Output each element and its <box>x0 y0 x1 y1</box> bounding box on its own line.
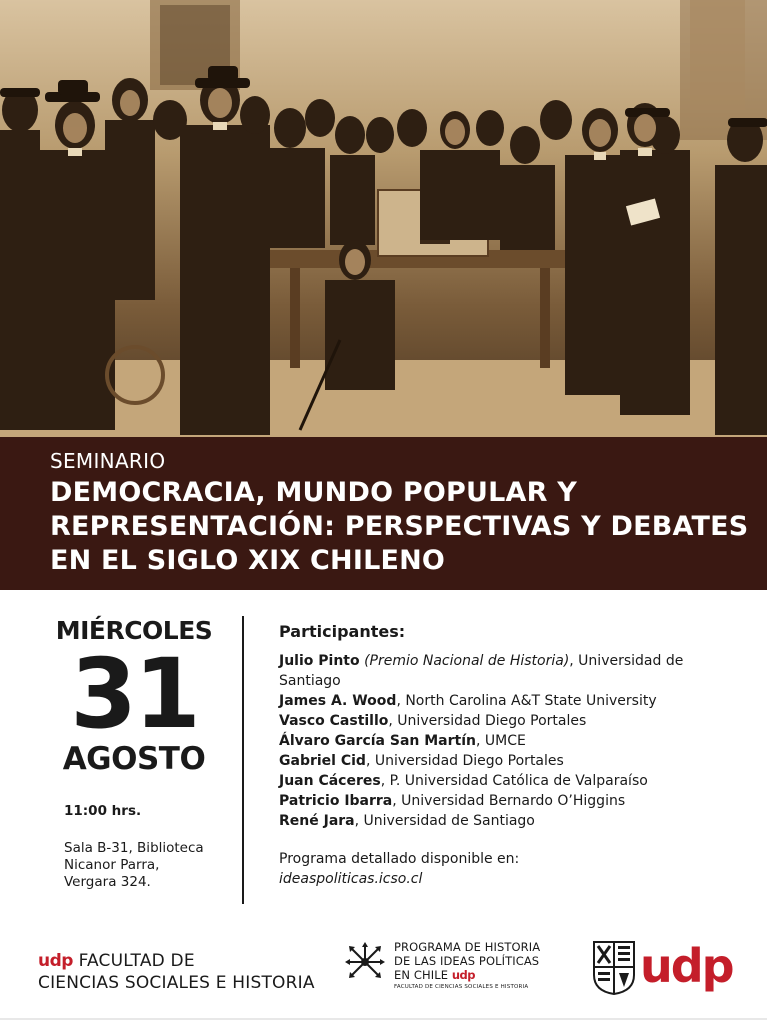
seminar-title <box>50 476 767 578</box>
event-weekday: MIÉRCOLES <box>55 616 213 645</box>
participant-name: James A. Wood <box>279 693 397 709</box>
participants-heading: Participantes: <box>279 622 406 641</box>
event-month: AGOSTO <box>62 741 206 777</box>
program-logo-line-2: DE LAS IDEAS POLÍTICAS <box>394 954 540 968</box>
event-type-label: SEMINARIO <box>50 449 166 473</box>
participant-item <box>279 731 739 751</box>
participant-affiliation-cont: Santiago <box>279 673 341 689</box>
photo-illustration <box>0 0 767 437</box>
participant-affiliation: , Universidad Diego Portales <box>388 713 587 729</box>
venue-line-3: Vergara 324. <box>64 874 151 890</box>
program-logo-subtitle: FACULTAD DE CIENCIAS SOCIALES E HISTORIA <box>394 984 529 990</box>
udp-logo <box>593 940 743 998</box>
title-band <box>0 437 767 590</box>
udp-wordmark: udp <box>38 951 73 971</box>
participant-name: Patricio Ibarra <box>279 793 393 809</box>
program-logo-text <box>394 940 569 991</box>
university-crest-icon <box>593 941 635 995</box>
participant-affiliation: , Universidad Diego Portales <box>365 753 564 769</box>
seminar-title-line-3: EN EL SIGLO XIX CHILENO <box>50 545 446 576</box>
seminar-title-line-2: REPRESENTACIÓN: PERSPECTIVAS Y DEBATES <box>50 511 749 542</box>
participant-affiliation: , UMCE <box>475 733 526 749</box>
event-day: 31 <box>70 638 198 750</box>
program-link[interactable]: ideaspoliticas.icso.cl <box>279 871 423 887</box>
participant-affiliation: , Universidad de Santiago <box>354 813 535 829</box>
participant-affiliation: , Universidad Bernardo O’Higgins <box>392 793 626 809</box>
udp-wordmark-small: udp <box>451 968 475 982</box>
participant-affiliation: , P. Universidad Católica de Valparaíso <box>380 773 648 789</box>
participant-item <box>279 811 739 831</box>
participant-item <box>279 691 739 711</box>
participant-item <box>279 651 739 691</box>
venue-line-1: Sala B-31, Biblioteca <box>64 840 204 856</box>
udp-wordmark-large: udp <box>640 939 733 993</box>
participant-item <box>279 711 739 731</box>
participant-affiliation: , North Carolina A&T State University <box>396 693 657 709</box>
program-logo-line-1: PROGRAMA DE HISTORIA <box>394 940 541 954</box>
participant-affiliation: , Universidad de <box>569 653 684 669</box>
event-time: 11:00 hrs. <box>64 803 142 819</box>
event-date <box>30 616 238 776</box>
program-logo-line-3: EN CHILE <box>394 968 449 982</box>
program-label: Programa detallado disponible en: <box>279 851 520 867</box>
vertical-divider <box>242 616 244 904</box>
historic-election-photo <box>0 0 767 437</box>
event-venue <box>64 840 234 891</box>
program-info <box>279 849 739 889</box>
participant-name: René Jara <box>279 813 355 829</box>
participant-item <box>279 791 739 811</box>
participant-item <box>279 751 739 771</box>
faculty-logo <box>38 950 338 994</box>
faculty-line-1: FACULTAD DE <box>78 951 195 971</box>
participant-item <box>279 771 739 791</box>
venue-line-2: Nicanor Parra, <box>64 857 160 873</box>
participant-name: Julio Pinto <box>279 653 360 669</box>
participant-name: Álvaro García San Martín <box>279 733 476 749</box>
participant-award: (Premio Nacional de Historia) <box>364 653 570 669</box>
seminar-title-line-1: DEMOCRACIA, MUNDO POPULAR Y <box>50 477 577 508</box>
participants-section <box>279 622 739 889</box>
participant-name: Juan Cáceres <box>279 773 381 789</box>
event-info <box>64 803 234 891</box>
participant-name: Vasco Castillo <box>279 713 389 729</box>
arrows-burst-icon <box>345 942 385 982</box>
program-logo <box>345 940 565 1000</box>
bottom-rule <box>0 1018 767 1020</box>
participant-name: Gabriel Cid <box>279 753 366 769</box>
faculty-line-2: CIENCIAS SOCIALES E HISTORIA <box>38 973 315 993</box>
